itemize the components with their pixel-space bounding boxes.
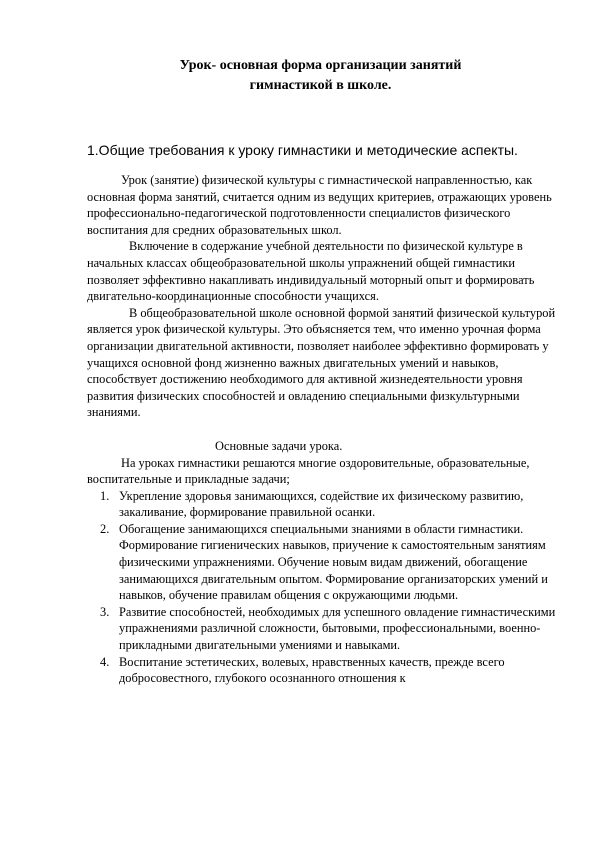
title-line-2: гимнастикой в школе. (249, 78, 392, 93)
list-item (87, 604, 557, 654)
list-item (87, 521, 557, 604)
list-item-text: Воспитание эстетических, волевых, нравственных качеств, прежде всего добросовестного, глубокого осознанного отношения к (119, 654, 505, 686)
list-item (87, 488, 557, 521)
tasks-heading: Основные задачи урока. (215, 438, 343, 453)
tasks-intro: На уроках гимнастики решаются многие оздоровительные, образовательные, воспитательные и прикладные задачи; (87, 455, 530, 487)
list-item-text: Обогащение занимающихся специальными знаниями в области гимнастики. Формирование гигиенических навыков, приучение к самостоятельным занятиям физическими упражнениями. Обучение новым видам движений, обогащение занимающихся двигательным опытом. Формирование организаторских умений и навыков, обучение правилам общения с окружающими людьми. (119, 521, 548, 603)
list-item (87, 654, 557, 687)
list-item-number: 3. (100, 604, 110, 619)
tasks-list (87, 488, 557, 687)
document-title (0, 56, 595, 96)
title-line-1: Урок- основная форма организации занятий (179, 58, 462, 73)
section-heading: 1.Общие требования к уроку гимнастики и методические аспекты. (87, 142, 518, 158)
paragraph: Включение в содержание учебной деятельности по физической культуре в начальных классах общеобразовательной школы упражнений общей гимнастики позволяет эффективно накапливать индивидуальный моторный опыт и формировать двигательно-координационные способности учащихся. (87, 239, 535, 304)
paragraph: В общеобразовательной школе основной формой занятий физической культурой является урок физической культуры. Это объясняется тем, что именно урочная форма организации двигательной активности, позволяет наиболее эффективно формировать у учащихся основной фонд жизненно важных двигательных умений и навыков, способствует достижению необходимого для активной жизнедеятельности уровня развития физических способностей и овладению специальными физкультурными знаниями. (87, 305, 556, 420)
list-item-number: 2. (100, 521, 110, 536)
paragraph: Урок (занятие) физической культуры с гимнастической направленностью, как основная форма занятий, считается одним из ведущих критериев, отражающих уровень профессионально-педагогической подготовленности специалистов физического воспитания для средних образовательных школ. (87, 173, 552, 237)
list-item-text: Развитие способностей, необходимых для успешного овладение гимнастическими упражнениями различной сложности, бытовыми, профессиональными, военно-прикладными двигательными умениями и навыками. (119, 604, 556, 653)
list-item-number: 4. (100, 654, 110, 669)
document-body (87, 172, 557, 687)
list-item-text: Укрепление здоровья занимающихся, содействие их физическому развитию, закаливание, формирование правильной осанки. (119, 488, 524, 520)
list-item-number: 1. (100, 488, 110, 503)
